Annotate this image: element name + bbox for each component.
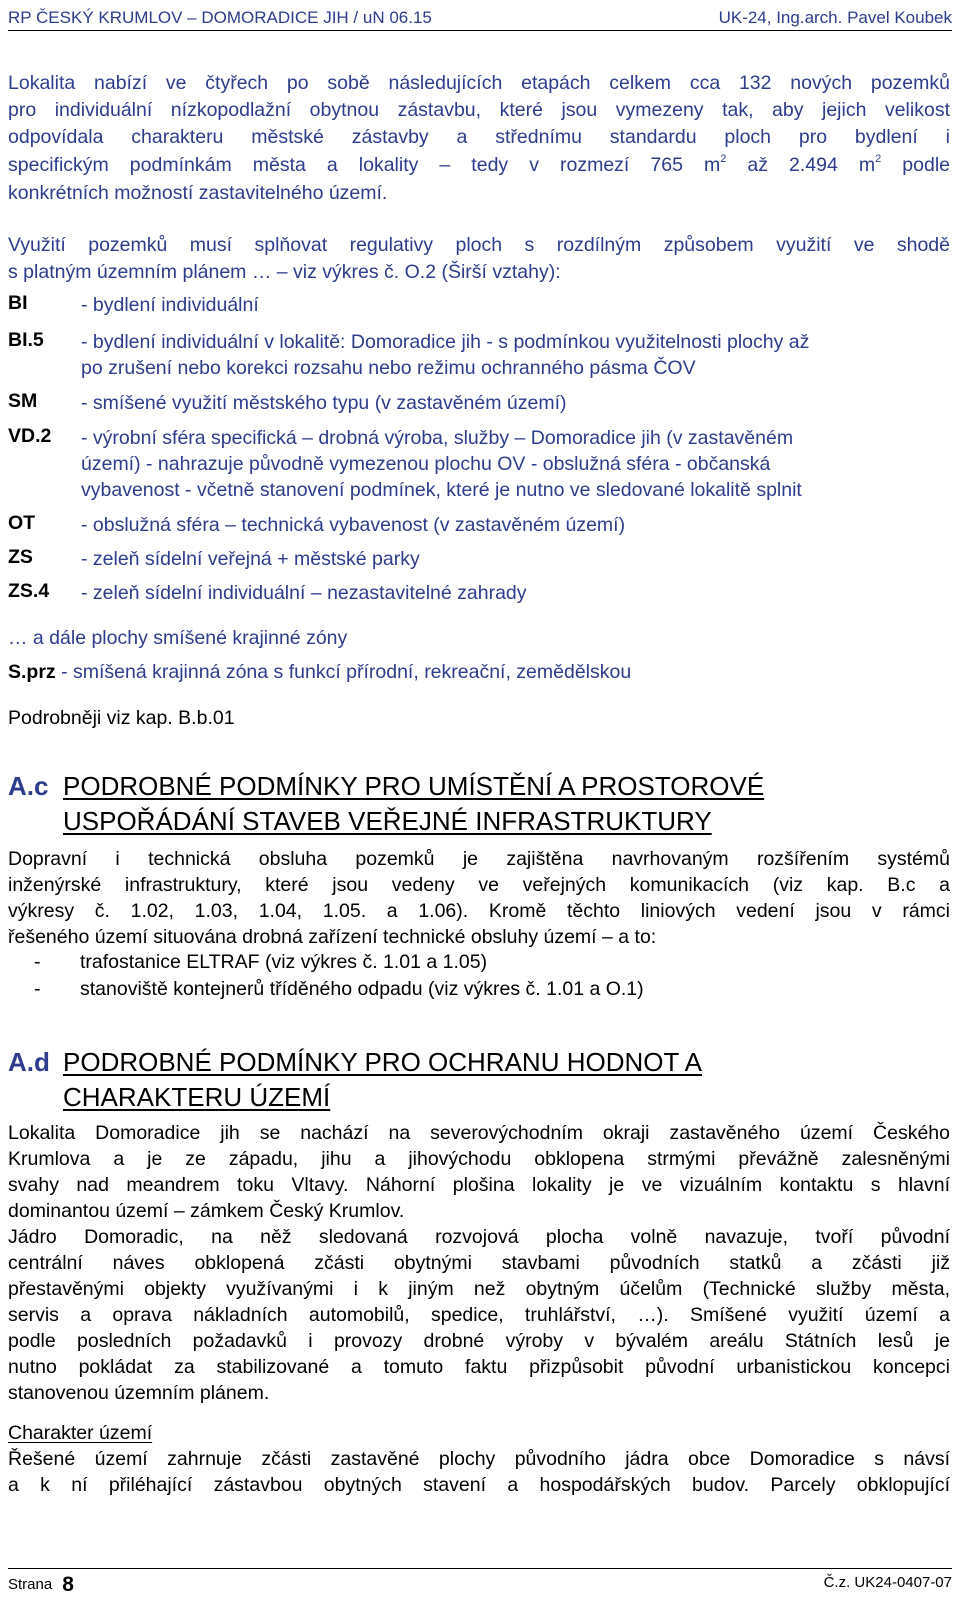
detail-reference: Podrobněji viz kap. B.b.01 <box>8 707 235 729</box>
superscript: 2 <box>720 153 727 165</box>
zone-desc: - bydlení individuální <box>81 294 259 316</box>
bullet-item: stanoviště kontejnerů tříděného odpadu (viz výkres č. 1.01 a O.1) <box>80 978 644 1000</box>
ad-p1-line: Lokalita Domoradice jih se nachází na severovýchodním okraji zastavěného území Českého <box>8 1122 950 1144</box>
zone-code: SM <box>8 390 38 412</box>
intro-line-2: pro individuální nízkopodlažní obytnou zástavbu, které jsou vymezeny tak, aby jejich velikost <box>8 99 950 121</box>
page-header <box>8 8 952 31</box>
zone-code: ZS <box>8 546 33 568</box>
page-number-label <box>8 1573 74 1597</box>
intro-line-5: konkrétních možností zastavitelného území. <box>8 182 388 204</box>
zone-desc: - smíšená krajinná zóna s funkcí přírodní, rekreační, zemědělskou <box>55 661 632 683</box>
ad-p2-line: přestavěnými objekty využívanými i k jiným než obytným účelům (Technické služby města, <box>8 1278 950 1300</box>
usage-line-1: Využití pozemků musí splňovat regulativy ploch s rozdílným způsobem využití ve shodě <box>8 234 950 256</box>
bullet-dash: - <box>34 978 41 1000</box>
krajinne-zony-note: … a dále plochy smíšené krajinné zóny <box>8 627 348 649</box>
zone-desc: po zrušení nebo korekci rozsahu nebo režimu ochranného pásma ČOV <box>81 357 696 379</box>
bullet-item: trafostanice ELTRAF (viz výkres č. 1.01 a 1.05) <box>80 951 488 973</box>
zone-desc: území) - nahrazuje původně vymezenou plochu OV - obslužná sféra - občanská <box>81 453 771 475</box>
section-title-line: PODROBNÉ PODMÍNKY PRO UMÍSTĚNÍ A PROSTOROVÉ <box>63 771 765 801</box>
section-number: A.c <box>8 771 49 801</box>
ad-p2-line: centrální náves obklopená zčásti obytnými stavbami původních statků a zčásti již <box>8 1252 950 1274</box>
intro-line-4 <box>8 152 950 179</box>
ac-line-2: inženýrské infrastruktury, které jsou vedeny ve veřejných komunikacích (viz kap. B.c a <box>8 874 950 896</box>
zone-code: OT <box>8 512 36 534</box>
bullet-dash: - <box>34 951 41 973</box>
sprz-line <box>8 659 950 686</box>
zone-desc: - zeleň sídelní individuální – nezastavitelné zahrady <box>81 582 527 604</box>
section-title-line: CHARAKTERU ÚZEMÍ <box>63 1082 331 1112</box>
intro-line-3: odpovídala charakteru městské zástavby a střednímu standardu ploch pro bydlení i <box>8 126 950 148</box>
zone-desc: - obslužná sféra – technická vybavenost (v zastavěném území) <box>81 514 626 536</box>
ad-p1-line: dominantou území – zámkem Český Krumlov. <box>8 1200 405 1222</box>
zone-code: BI.5 <box>8 329 44 351</box>
page-footer <box>8 1568 952 1596</box>
zone-code: BI <box>8 292 28 314</box>
section-number: A.d <box>8 1047 50 1077</box>
ad-p2-line: servis a oprava nákladních automobilů, spedice, truhlářství, …). Smíšené využití území a <box>8 1304 950 1326</box>
zone-desc: - výrobní sféra specifická – drobná výroba, služby – Domoradice jih (v zastavěném <box>81 427 794 449</box>
zone-desc: - zeleň sídelní veřejná + městské parky <box>81 548 420 570</box>
zone-code: VD.2 <box>8 425 52 447</box>
zone-desc: - smíšené využití městského typu (v zastavěném území) <box>81 392 567 414</box>
intro-line-4c: podle <box>881 154 951 176</box>
section-title-line: PODROBNÉ PODMÍNKY PRO OCHRANU HODNOT A <box>63 1047 703 1077</box>
page-label: Strana <box>8 1576 53 1593</box>
zone-desc: vybavenost - včetně stanovení podmínek, které je nutno ve sledované lokalitě splnit <box>81 479 802 501</box>
document-code: Č.z. UK24-0407-07 <box>823 1574 952 1591</box>
ad-p2-line: stanovenou územním plánem. <box>8 1382 270 1404</box>
header-title: RP ČESKÝ KRUMLOV – DOMORADICE JIH / uN 06.15 <box>8 8 432 27</box>
subheading-charakter-uzemi: Charakter území <box>8 1422 153 1444</box>
zone-code: ZS.4 <box>8 580 50 602</box>
zone-desc: - bydlení individuální v lokalitě: Domoradice jih - s podmínkou využitelnosti plochy až <box>81 331 810 353</box>
ad-p2-line: Jádro Domoradic, na něž sledovaná rozvojová plocha volně navazuje, tvoří původní <box>8 1226 950 1248</box>
intro-line-4a: specifickým podmínkám města a lokality – tedy v rozmezí 765 m <box>8 154 721 176</box>
ad-p1-line: Krumlova a je ze západu, jihu a jihovýchodu obklopena strmými převážně zalesněnými <box>8 1148 950 1170</box>
ad-p3-line: a k ní přiléhající zástavbou obytných stavení a hospodářských budov. Parcely obklopující <box>8 1474 950 1496</box>
zone-code: S.prz <box>8 661 56 683</box>
section-title-line: USPOŘÁDÁNÍ STAVEB VEŘEJNÉ INFRASTRUKTURY <box>63 806 712 836</box>
ad-p2-line: podle posledních požadavků i provozy drobné výroby v bývalém areálu Státních lesů je <box>8 1330 950 1352</box>
ad-p1-line: svahy nad meandrem toku Vltavy. Náhorní plošina lokality je ve vizuálním kontaktu s hlavní <box>8 1174 950 1196</box>
ac-line-1: Dopravní i technická obsluha pozemků je zajištěna navrhovaným rozšířením systémů <box>8 848 950 870</box>
header-author: UK-24, Ing.arch. Pavel Koubek <box>718 8 952 27</box>
ad-p3-line: Řešené území zahrnuje zčásti zastavěné plochy původního jádra obce Domoradice s návsí <box>8 1448 950 1470</box>
ac-line-4: řešeného území situována drobná zařízení technické obsluhy území – a to: <box>8 926 657 948</box>
ad-p2-line: nutno pokládat za stabilizované a tomuto faktu přizpůsobit původní urbanistickou koncepci <box>8 1356 950 1378</box>
page-number: 8 <box>62 1573 74 1596</box>
usage-line-2: s platným územním plánem … – viz výkres č. O.2 (Širší vztahy): <box>8 261 561 283</box>
superscript: 2 <box>875 153 882 165</box>
intro-line-4b: až 2.494 m <box>726 154 876 176</box>
ac-line-3: výkresy č. 1.02, 1.03, 1.04, 1.05. a 1.06). Kromě těchto liniových vedení jsou v rámci <box>8 900 950 922</box>
intro-line-1: Lokalita nabízí ve čtyřech po sobě následujících etapách celkem cca 132 nových pozemků <box>8 72 950 94</box>
